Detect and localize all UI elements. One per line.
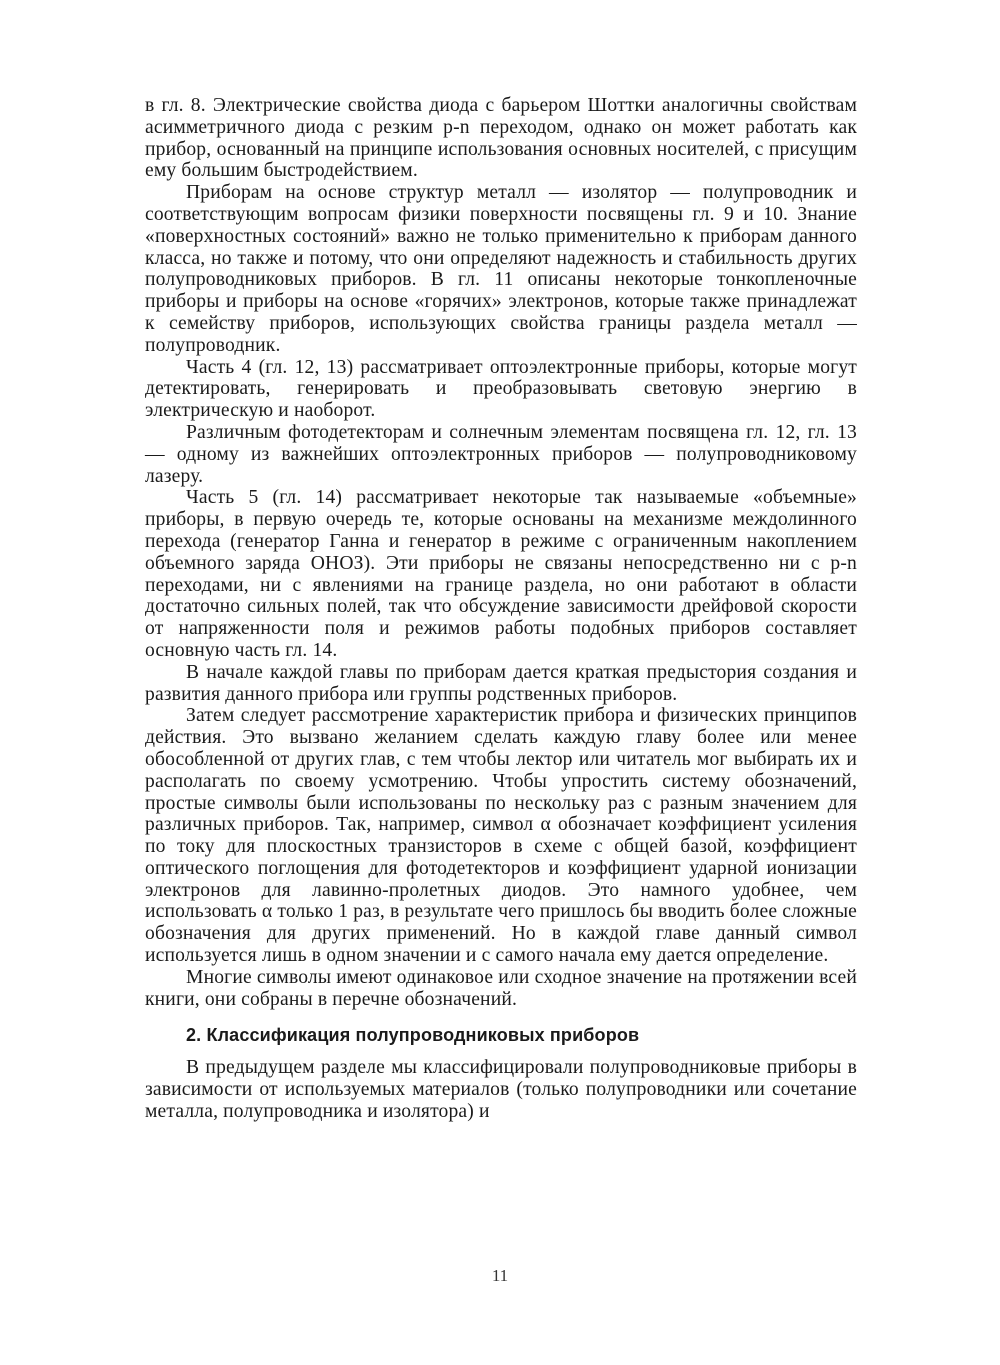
paragraph: Многие символы имеют одинаковое или сходное значение на протяжении всей книги, они собраны в перечне обозначений. [145, 966, 857, 1010]
paragraph: в гл. 8. Электрические свойства диода с барьером Шоттки аналогичны свойствам асимметричного диода с резким p-n переходом, однако он может работать как прибор, основанный на принципе использования основных носителей, с присущим ему большим быстродействием. [145, 95, 857, 182]
paragraph: В предыдущем разделе мы классифицировали полупроводниковые приборы в зависимости от используемых материалов (только полупроводники или сочетание металла, полупроводника и изолятора) и [145, 1057, 857, 1123]
paragraph: Приборам на основе структур металл — изолятор — полупроводник и соответствующим вопросам физики поверхности посвящены гл. 9 и 10. Знание «поверхностных состояний» важно не только применительно к приборам данного класса, но также и потому, что они определяют надежность и стабильность других полупроводниковых приборов. В гл. 11 описаны некоторые тонкопленочные приборы и приборы на основе «горячих» электронов, которые также принадлежат к семейству приборов, использующих свойства границы раздела металл — полупроводник. [145, 182, 857, 356]
paragraph: В начале каждой главы по приборам дается краткая предыстория создания и развития данного прибора или группы родственных приборов. [145, 661, 857, 705]
paragraph: Затем следует рассмотрение характеристик прибора и физических принципов действия. Это вызвано желанием сделать каждую главу более или менее обособленной от других глав, с тем чтобы лектор или читатель мог выбирать их и располагать по своему усмотрению. Чтобы упростить систему обозначений, простые символы были использованы по нескольку раз с разным значением для различных приборов. Так, например, символ α обозначает коэффициент усиления по току для плоскостных транзисторов в схеме с общей базой, коэффициент оптического поглощения для фотодетекторов и коэффициент ударной ионизации электронов для лавинно-пролетных диодов. Это намного удобнее, чем использовать α только 1 раз, в результате чего пришлось бы вводить более сложные обозначения для других применений. Но в каждой главе данный символ используется лишь в одном значении и с самого начала ему дается определение. [145, 705, 857, 967]
page-number: 11 [491, 1266, 509, 1285]
body-text [145, 95, 857, 1123]
paragraph: Различным фотодетекторам и солнечным элементам посвящена гл. 12, гл. 13 — одному из важнейших оптоэлектронных приборов — полупроводниковому лазеру. [145, 421, 857, 487]
paragraph: Часть 5 (гл. 14) рассматривает некоторые так называемые «объемные» приборы, в первую очередь те, которые основаны на механизме междолинного перехода (генератор Ганна и генератор в режиме с ограниченным накоплением объемного заряда ОНОЗ). Эти приборы не связаны непосредственно ни с p-n переходами, ни с явлениями на границе раздела, но они работают в области достаточно сильных полей, так что обсуждение зависимости дрейфовой скорости от напряженности поля и режимов работы подобных приборов составляет основную часть гл. 14. [145, 487, 857, 661]
section-heading: 2. Классификация полупроводниковых приборов [186, 1025, 640, 1046]
paragraph: Часть 4 (гл. 12, 13) рассматривает оптоэлектронные приборы, которые могут детектировать, генерировать и преобразовывать световую энергию в электрическую и наоборот. [145, 356, 857, 422]
